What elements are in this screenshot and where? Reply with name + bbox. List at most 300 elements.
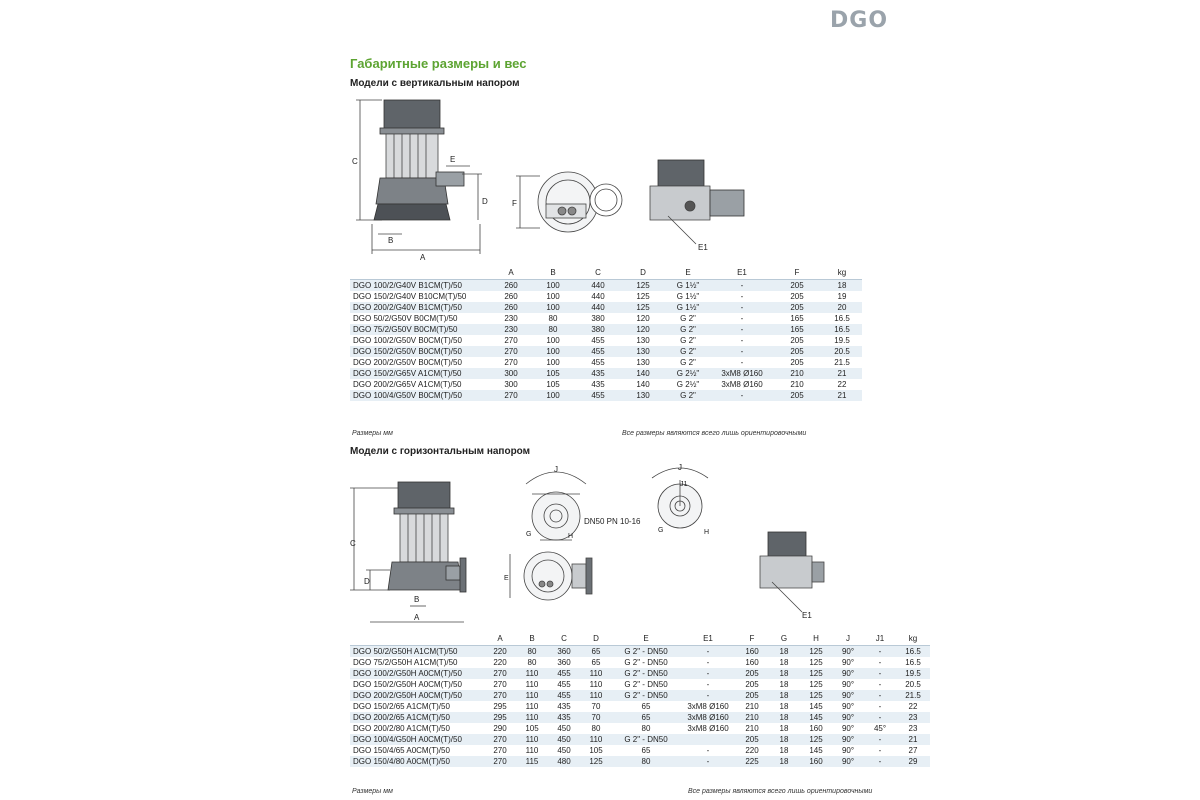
cell-c: 450 [548, 745, 580, 756]
table-row [350, 745, 930, 756]
horizontal-pump-front-view [760, 532, 824, 612]
cell-j: 90° [832, 646, 864, 657]
table-row [350, 646, 930, 657]
cell-c: 380 [574, 313, 622, 324]
header-kg: kg [822, 266, 862, 280]
cell-j: 90° [832, 712, 864, 723]
cell-a: 270 [484, 679, 516, 690]
cell-g: 18 [768, 701, 800, 712]
header-kg: kg [896, 632, 930, 646]
cell-f: 210 [772, 368, 822, 379]
cell-d: 140 [622, 379, 664, 390]
cell-kg: 20.5 [822, 346, 862, 357]
cell-kg: 21.5 [822, 357, 862, 368]
cell-j: 90° [832, 734, 864, 745]
cell-f: 210 [736, 723, 768, 734]
cell-e1: 3xM8 Ø160 [712, 379, 772, 390]
cell-h: 145 [800, 712, 832, 723]
cell-d: 80 [580, 723, 612, 734]
table-row [350, 379, 862, 390]
h-dim-label-j-2: J [678, 463, 682, 472]
table-header-row [350, 632, 930, 646]
vertical-note-units: Размеры мм [352, 430, 393, 437]
cell-a: 270 [490, 390, 532, 401]
cell-c: 440 [574, 291, 622, 302]
cell-e: G 2½" [664, 379, 712, 390]
cell-a: 270 [484, 668, 516, 679]
cell-kg: 22 [822, 379, 862, 390]
header-b: B [516, 632, 548, 646]
cell-h: 125 [800, 679, 832, 690]
table-row [350, 335, 862, 346]
cell-a: 270 [484, 734, 516, 745]
cell-j1: - [864, 712, 896, 723]
cell-b: 80 [516, 646, 548, 657]
cell-c: 455 [548, 690, 580, 701]
cell-e1: - [680, 657, 736, 668]
cell-c: 455 [574, 357, 622, 368]
cell-kg: 21 [822, 368, 862, 379]
header-g: G [768, 632, 800, 646]
cell-b: 105 [516, 723, 548, 734]
cell-j: 90° [832, 679, 864, 690]
cell-g: 18 [768, 756, 800, 767]
cell-f: 165 [772, 324, 822, 335]
cell-j: 90° [832, 756, 864, 767]
cell-e: G 2" [664, 390, 712, 401]
cell-h: 125 [800, 657, 832, 668]
cell-h: 145 [800, 745, 832, 756]
horizontal-note-units: Размеры мм [352, 788, 393, 795]
cell-e1: - [680, 668, 736, 679]
cell-d: 125 [622, 302, 664, 313]
model-cell: DGO 100/4/G50V B0CM(T)/50 [350, 390, 490, 401]
model-cell: DGO 150/2/G50H A0CM(T)/50 [350, 679, 484, 690]
cell-g: 18 [768, 657, 800, 668]
cell-c: 455 [574, 335, 622, 346]
cell-f: 160 [736, 646, 768, 657]
header-e: E [612, 632, 680, 646]
dim-label-b: B [388, 236, 394, 245]
cell-j1: - [864, 734, 896, 745]
cell-kg: 21.5 [896, 690, 930, 701]
cell-f: 205 [736, 690, 768, 701]
cell-g: 18 [768, 646, 800, 657]
cell-g: 18 [768, 745, 800, 756]
cell-d: 110 [580, 668, 612, 679]
cell-a: 270 [484, 745, 516, 756]
h-dim-label-e1: E1 [802, 611, 812, 620]
cell-j: 90° [832, 690, 864, 701]
cell-c: 435 [574, 368, 622, 379]
cell-b: 80 [532, 324, 574, 335]
cell-b: 115 [516, 756, 548, 767]
cell-kg: 27 [896, 745, 930, 756]
cell-b: 105 [532, 368, 574, 379]
cell-e: 65 [612, 712, 680, 723]
cell-g: 18 [768, 668, 800, 679]
cell-kg: 16.5 [896, 646, 930, 657]
cell-j1: - [864, 679, 896, 690]
cell-d: 130 [622, 390, 664, 401]
header-a: A [484, 632, 516, 646]
cell-a: 270 [490, 357, 532, 368]
cell-f: 205 [736, 734, 768, 745]
cell-c: 380 [574, 324, 622, 335]
cell-d: 130 [622, 335, 664, 346]
dim-label-c: C [352, 157, 358, 166]
cell-e1: - [712, 357, 772, 368]
table-row [350, 756, 930, 767]
cell-e: G 2" [664, 324, 712, 335]
cell-j: 90° [832, 723, 864, 734]
cell-c: 435 [548, 712, 580, 723]
model-cell: DGO 150/2/65 A1CM(T)/50 [350, 701, 484, 712]
cell-b: 110 [516, 679, 548, 690]
header-d: D [580, 632, 612, 646]
cell-e1: - [712, 346, 772, 357]
cell-d: 110 [580, 690, 612, 701]
cell-b: 100 [532, 291, 574, 302]
model-cell: DGO 150/4/80 A0CM(T)/50 [350, 756, 484, 767]
header-j1: J1 [864, 632, 896, 646]
cell-e1: - [712, 390, 772, 401]
cell-a: 290 [484, 723, 516, 734]
cell-e1: - [712, 324, 772, 335]
cell-f: 205 [772, 280, 822, 291]
cell-c: 360 [548, 657, 580, 668]
h-dim-label-g: G [526, 531, 532, 538]
model-cell: DGO 200/2/G50H A0CM(T)/50 [350, 690, 484, 701]
cell-a: 230 [490, 324, 532, 335]
dim-label-d: D [482, 197, 488, 206]
cell-d: 65 [580, 657, 612, 668]
cell-f: 205 [772, 302, 822, 313]
table-row [350, 668, 930, 679]
cell-j: 90° [832, 745, 864, 756]
cell-f: 225 [736, 756, 768, 767]
cell-f: 210 [736, 712, 768, 723]
cell-c: 455 [548, 679, 580, 690]
header-model [350, 266, 490, 280]
cell-j1: - [864, 690, 896, 701]
table-row [350, 302, 862, 313]
cell-e: G 2" - DN50 [612, 734, 680, 745]
cell-c: 450 [548, 723, 580, 734]
table-row [350, 291, 862, 302]
cell-j1: 45° [864, 723, 896, 734]
cell-a: 220 [484, 657, 516, 668]
cell-a: 300 [490, 368, 532, 379]
cell-b: 100 [532, 280, 574, 291]
model-cell: DGO 200/2/65 A1CM(T)/50 [350, 712, 484, 723]
cell-e1: 3xM8 Ø160 [680, 701, 736, 712]
cell-c: 455 [574, 346, 622, 357]
model-cell: DGO 75/2/G50V B0CM(T)/50 [350, 324, 490, 335]
cell-b: 110 [516, 668, 548, 679]
header-model [350, 632, 484, 646]
horizontal-table-body [350, 646, 930, 767]
vertical-note-approx: Все размеры являются всего лишь ориентировочными [622, 430, 807, 437]
cell-d: 70 [580, 701, 612, 712]
cell-kg: 20.5 [896, 679, 930, 690]
cell-f: 205 [772, 335, 822, 346]
table-row [350, 701, 930, 712]
cell-e1: - [712, 302, 772, 313]
cell-e1: 3xM8 Ø160 [680, 723, 736, 734]
cell-f: 205 [772, 390, 822, 401]
cell-e: G 2" [664, 313, 712, 324]
cell-e1: - [680, 679, 736, 690]
cell-e: G 2" [664, 357, 712, 368]
cell-a: 270 [490, 335, 532, 346]
cell-e: G 2½" [664, 368, 712, 379]
header-h: H [800, 632, 832, 646]
cell-f: 205 [736, 668, 768, 679]
cell-j1: - [864, 745, 896, 756]
table-row [350, 690, 930, 701]
cell-d: 130 [622, 357, 664, 368]
horizontal-pump-bottom-view [510, 552, 592, 600]
cell-j1: - [864, 668, 896, 679]
cell-e1: - [680, 756, 736, 767]
cell-e: G 2" [664, 335, 712, 346]
cell-j1: - [864, 657, 896, 668]
cell-b: 100 [532, 390, 574, 401]
cell-e: G 2" - DN50 [612, 690, 680, 701]
h-dim-label-e: E [504, 575, 509, 582]
header-e1: E1 [712, 266, 772, 280]
cell-e: G 1½" [664, 302, 712, 313]
flange-label: DN50 PN 10-16 [584, 517, 641, 526]
cell-c: 450 [548, 734, 580, 745]
h-dim-label-b: B [414, 595, 420, 604]
cell-kg: 19.5 [822, 335, 862, 346]
h-dim-label-j1: J1 [680, 481, 688, 488]
cell-j1: - [864, 701, 896, 712]
cell-e1: - [712, 313, 772, 324]
model-cell: DGO 50/2/G50H A1CM(T)/50 [350, 646, 484, 657]
cell-j: 90° [832, 657, 864, 668]
cell-kg: 29 [896, 756, 930, 767]
cell-g: 18 [768, 712, 800, 723]
cell-a: 270 [484, 756, 516, 767]
model-cell: DGO 100/2/G50V B0CM(T)/50 [350, 335, 490, 346]
cell-kg: 20 [822, 302, 862, 313]
table-row [350, 357, 862, 368]
cell-b: 100 [532, 357, 574, 368]
vertical-drawings [350, 92, 830, 264]
horizontal-subtitle: Модели с горизонтальным напором [350, 446, 531, 457]
cell-b: 110 [516, 712, 548, 723]
cell-g: 18 [768, 679, 800, 690]
cell-e1: - [712, 291, 772, 302]
cell-h: 125 [800, 690, 832, 701]
horizontal-pump-outlet-view [652, 468, 708, 528]
dim-label-e: E [450, 155, 456, 164]
table-row [350, 368, 862, 379]
cell-c: 480 [548, 756, 580, 767]
h-dim-label-d: D [364, 577, 370, 586]
cell-h: 160 [800, 723, 832, 734]
cell-e1: - [680, 646, 736, 657]
cell-c: 440 [574, 302, 622, 313]
cell-kg: 16.5 [896, 657, 930, 668]
table-row [350, 346, 862, 357]
header-e: E [664, 266, 712, 280]
cell-b: 100 [532, 335, 574, 346]
vertical-pump-side-view [356, 100, 482, 254]
header-j: J [832, 632, 864, 646]
cell-h: 125 [800, 646, 832, 657]
cell-f: 165 [772, 313, 822, 324]
cell-c: 435 [548, 701, 580, 712]
cell-g: 18 [768, 690, 800, 701]
cell-b: 105 [532, 379, 574, 390]
model-cell: DGO 200/2/G50V B0CM(T)/50 [350, 357, 490, 368]
cell-j: 90° [832, 668, 864, 679]
cell-d: 70 [580, 712, 612, 723]
cell-kg: 19 [822, 291, 862, 302]
cell-e: G 1½" [664, 280, 712, 291]
vertical-subtitle: Модели с вертикальным напором [350, 78, 520, 89]
table-row [350, 723, 930, 734]
cell-e1: - [680, 745, 736, 756]
cell-j1: - [864, 646, 896, 657]
cell-a: 295 [484, 701, 516, 712]
cell-f: 220 [736, 745, 768, 756]
header-c: C [548, 632, 580, 646]
cell-e1: 3xM8 Ø160 [680, 712, 736, 723]
cell-a: 270 [484, 690, 516, 701]
table-row [350, 679, 930, 690]
cell-e: 65 [612, 701, 680, 712]
cell-f: 205 [736, 679, 768, 690]
cell-b: 80 [532, 313, 574, 324]
cell-g: 18 [768, 723, 800, 734]
h-dim-label-j: J [554, 465, 558, 474]
table-row [350, 390, 862, 401]
model-cell: DGO 150/4/65 A0CM(T)/50 [350, 745, 484, 756]
cell-d: 140 [622, 368, 664, 379]
cell-e1: 3xM8 Ø160 [712, 368, 772, 379]
cell-f: 205 [772, 291, 822, 302]
cell-f: 205 [772, 357, 822, 368]
header-e1: E1 [680, 632, 736, 646]
cell-h: 145 [800, 701, 832, 712]
cell-e: G 2" - DN50 [612, 668, 680, 679]
cell-c: 455 [548, 668, 580, 679]
cell-j1: - [864, 756, 896, 767]
header-f: F [736, 632, 768, 646]
cell-a: 300 [490, 379, 532, 390]
horizontal-drawings [350, 462, 830, 630]
cell-kg: 23 [896, 712, 930, 723]
dim-label-f: F [512, 199, 517, 208]
cell-d: 120 [622, 313, 664, 324]
cell-kg: 16.5 [822, 324, 862, 335]
model-cell: DGO 150/2/G65V A1CM(T)/50 [350, 368, 490, 379]
cell-d: 65 [580, 646, 612, 657]
table-row [350, 324, 862, 335]
cell-a: 260 [490, 291, 532, 302]
model-cell: DGO 75/2/G50H A1CM(T)/50 [350, 657, 484, 668]
model-cell: DGO 100/4/G50H A0CM(T)/50 [350, 734, 484, 745]
h-dim-label-c: C [350, 539, 356, 548]
model-cell: DGO 200/2/80 A1CM(T)/50 [350, 723, 484, 734]
vertical-pump-top-view [516, 172, 622, 232]
cell-h: 125 [800, 734, 832, 745]
cell-d: 120 [622, 324, 664, 335]
vertical-spec-table [350, 266, 862, 401]
cell-a: 270 [490, 346, 532, 357]
cell-e: G 1½" [664, 291, 712, 302]
cell-kg: 21 [896, 734, 930, 745]
cell-f: 210 [736, 701, 768, 712]
cell-kg: 19.5 [896, 668, 930, 679]
cell-d: 130 [622, 346, 664, 357]
model-cell: DGO 200/2/G40V B1CM(T)/50 [350, 302, 490, 313]
cell-d: 125 [622, 280, 664, 291]
header-a: A [490, 266, 532, 280]
cell-d: 125 [580, 756, 612, 767]
cell-a: 230 [490, 313, 532, 324]
cell-f: 205 [772, 346, 822, 357]
vertical-table-body [350, 280, 862, 401]
cell-kg: 23 [896, 723, 930, 734]
cell-c: 455 [574, 390, 622, 401]
cell-f: 160 [736, 657, 768, 668]
model-cell: DGO 150/2/G50V B0CM(T)/50 [350, 346, 490, 357]
cell-b: 80 [516, 657, 548, 668]
model-cell: DGO 200/2/G65V A1CM(T)/50 [350, 379, 490, 390]
cell-e: G 2" - DN50 [612, 679, 680, 690]
cell-d: 110 [580, 679, 612, 690]
cell-c: 440 [574, 280, 622, 291]
model-cell: DGO 50/2/G50V B0CM(T)/50 [350, 313, 490, 324]
cell-b: 100 [532, 346, 574, 357]
cell-e: G 2" [664, 346, 712, 357]
table-row [350, 313, 862, 324]
cell-a: 260 [490, 302, 532, 313]
brand-logo: DGO [830, 8, 889, 33]
table-row [350, 280, 862, 291]
cell-b: 110 [516, 690, 548, 701]
cell-h: 160 [800, 756, 832, 767]
h-dim-label-g-2: G [658, 527, 664, 534]
cell-b: 100 [532, 302, 574, 313]
cell-kg: 22 [896, 701, 930, 712]
table-row [350, 712, 930, 723]
cell-a: 295 [484, 712, 516, 723]
cell-c: 360 [548, 646, 580, 657]
header-c: C [574, 266, 622, 280]
cell-e: G 2" - DN50 [612, 646, 680, 657]
model-cell: DGO 100/2/G40V B1CM(T)/50 [350, 280, 490, 291]
header-d: D [622, 266, 664, 280]
cell-e: G 2" - DN50 [612, 657, 680, 668]
h-dim-label-h-2: H [704, 529, 710, 536]
cell-e: 80 [612, 756, 680, 767]
cell-a: 220 [484, 646, 516, 657]
cell-e1: - [712, 280, 772, 291]
table-header-row [350, 266, 862, 280]
cell-f: 210 [772, 379, 822, 390]
cell-h: 125 [800, 668, 832, 679]
cell-b: 110 [516, 701, 548, 712]
cell-e: 65 [612, 745, 680, 756]
cell-g: 18 [768, 734, 800, 745]
